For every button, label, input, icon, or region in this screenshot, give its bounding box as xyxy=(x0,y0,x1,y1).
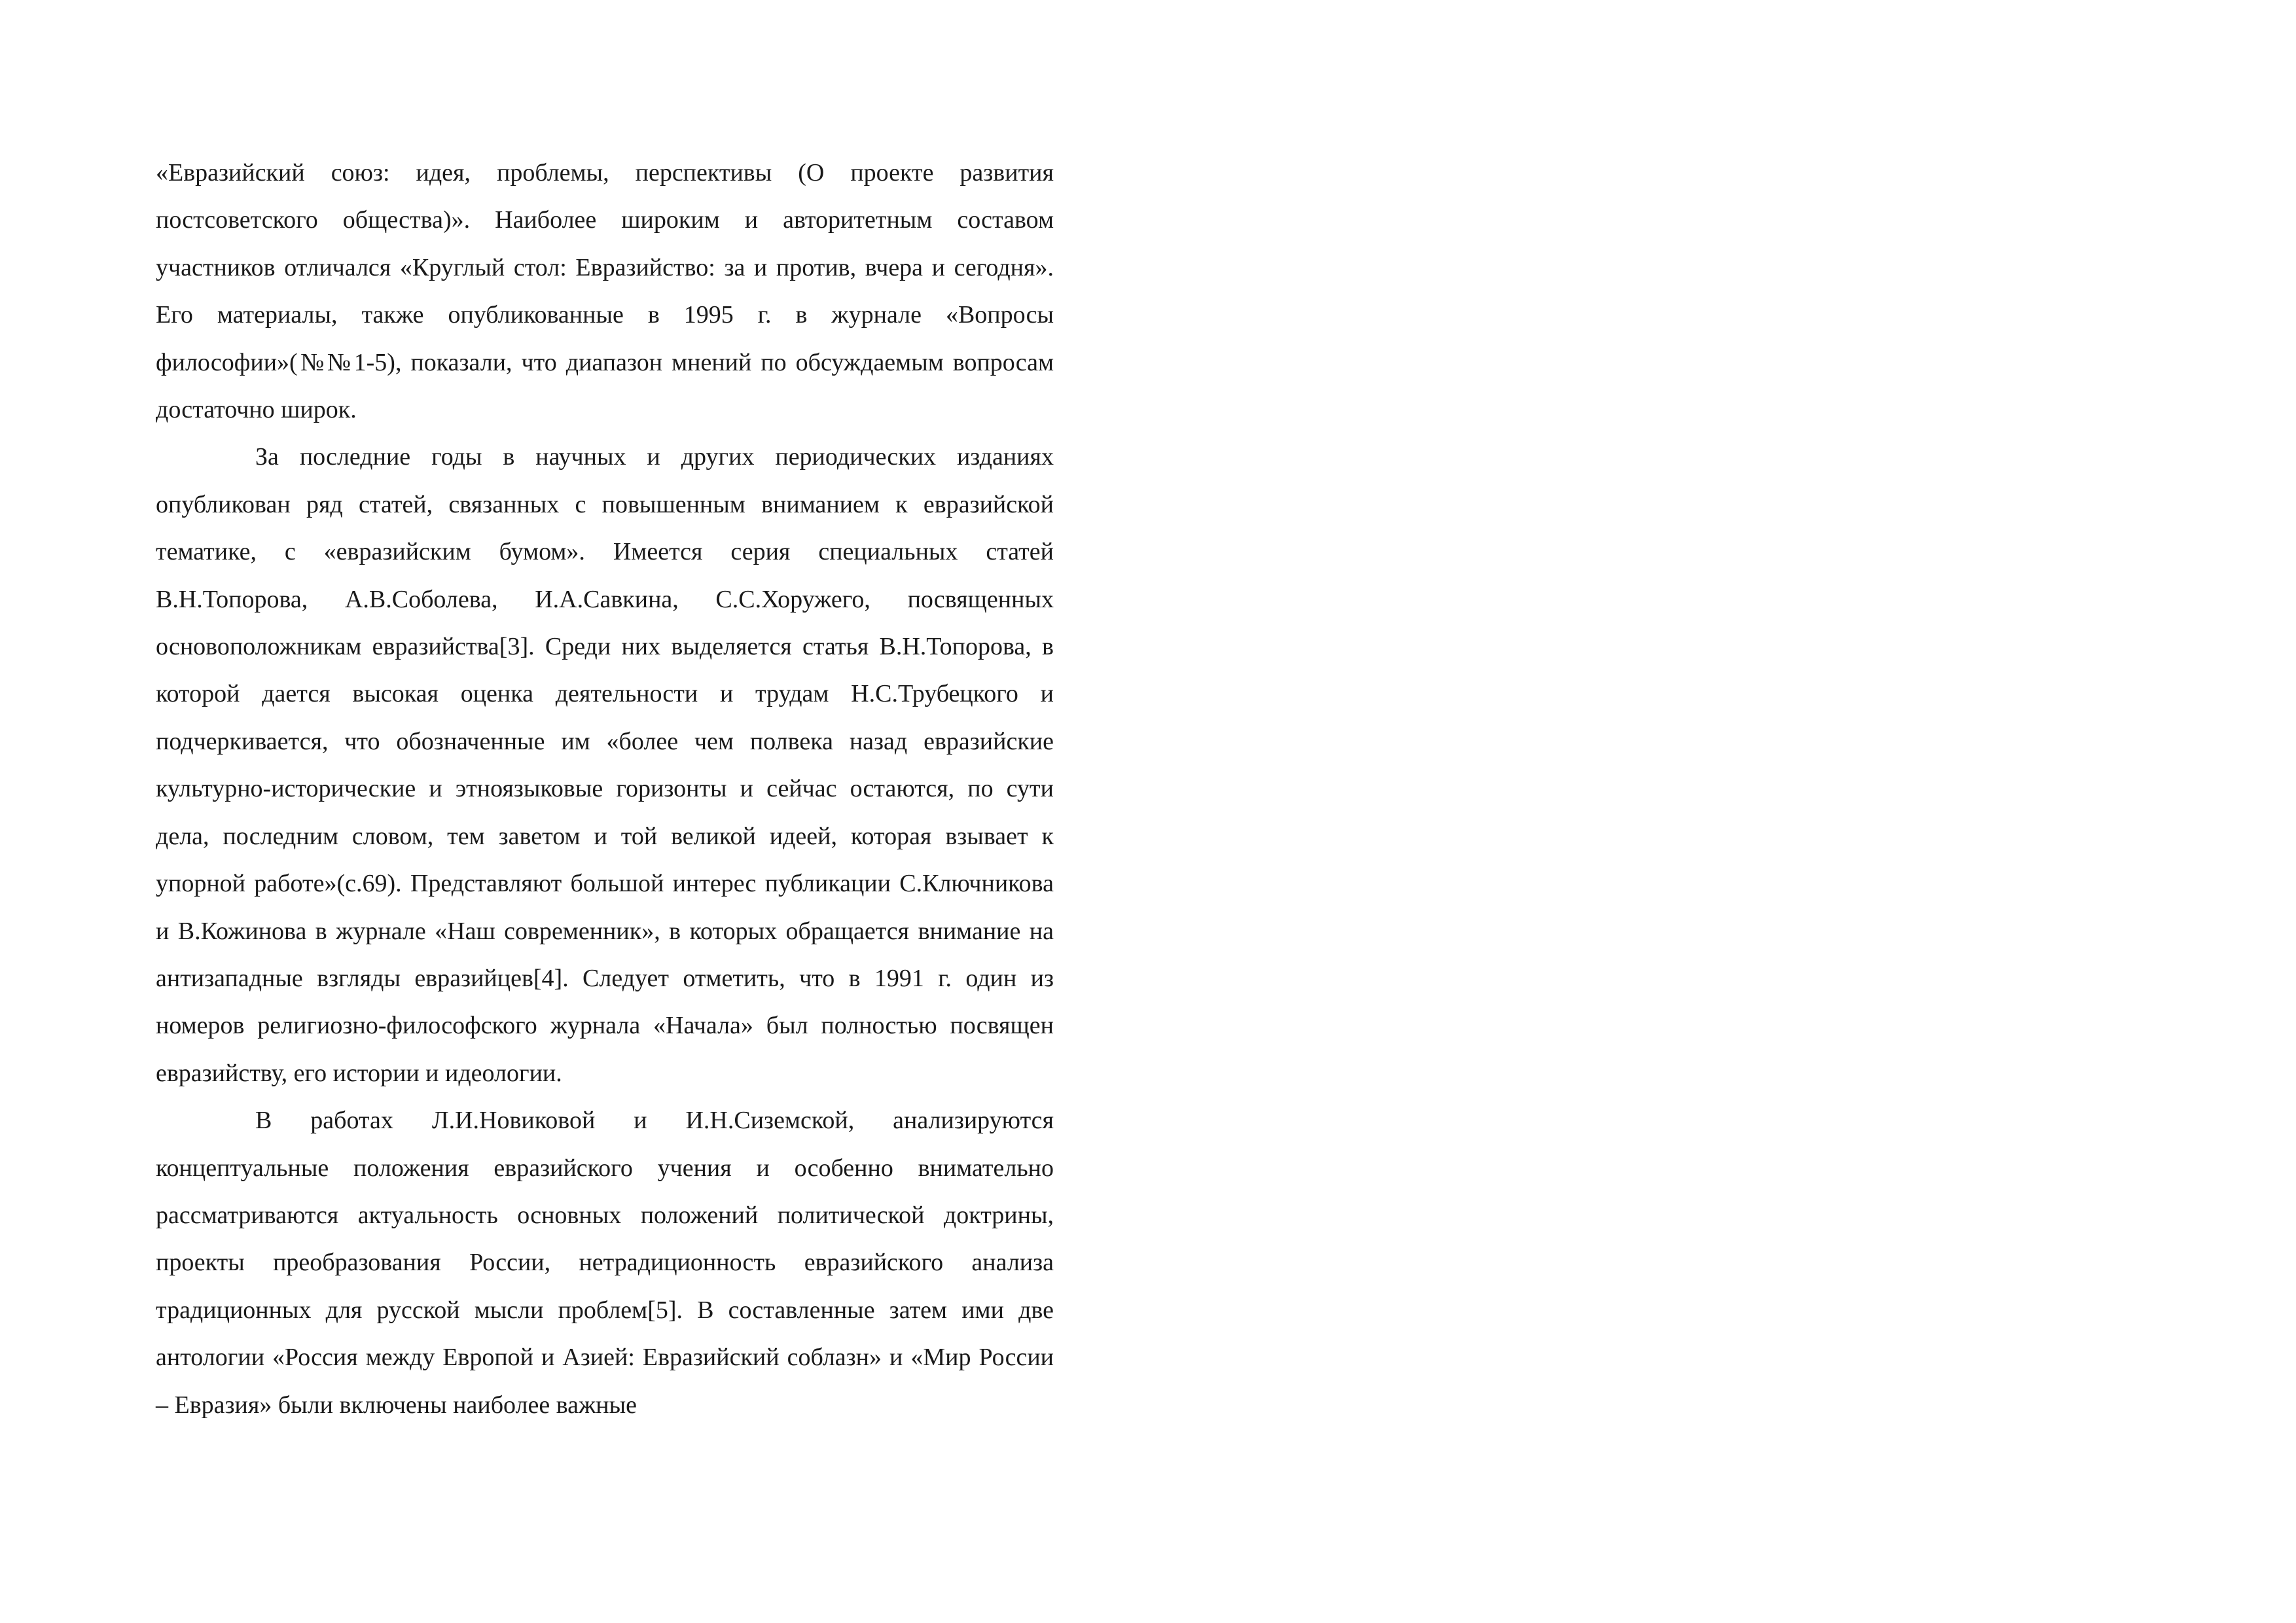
text-column xyxy=(156,149,1054,1429)
paragraph-2: За последние годы в научных и других периодических изданиях опубликован ряд статей, связанных с повышенным вниманием к евразийской тематике, с «евразийским бумом». Имеется серия специальных статей В.Н.Топорова, А.В.Соболева, И.А.Савкина, С.С.Хоружего, посвященных основоположникам евразийства[3]. Среди них выделяется статья В.Н.Топорова, в которой дается высокая оценка деятельности и трудам Н.С.Трубецкого и подчеркивается, что обозначенные им «более чем полвека назад евразийские культурно-исторические и этноязыковые горизонты и сейчас остаются, по сути дела, последним словом, тем заветом и той великой идеей, которая взывает к упорной работе»(с.69). Представляют большой интерес публикации С.Ключникова и В.Кожинова в журнале «Наш современник», в которых обращается внимание на антизападные взгляды евразийцев[4]. Следует отметить, что в 1991 г. один из номеров религиозно-философского журнала «Начала» был полностью посвящен евразийству, его истории и идеологии. xyxy=(156,443,1054,1087)
paragraph-1: «Евразийский союз: идея, проблемы, перспективы (О проекте развития постсоветского общества)». Наиболее широким и авторитетным составом участников отличался «Круглый стол: Евразийство: за и против, вчера и сегодня». Его материалы, также опубликованные в 1995 г. в журнале «Вопросы философии»(№№1-5), показали, что диапазон мнений по обсуждаемым вопросам достаточно широк. xyxy=(156,159,1054,424)
paragraph-3: В работах Л.И.Новиковой и И.Н.Сиземской, анализируются концептуальные положения евразийского учения и особенно внимательно рассматриваются актуальность основных положений политической доктрины, проекты преобразования России, нетрадиционность евразийского анализа традиционных для русской мысли проблем[5]. В составленные затем ими две антологии «Россия между Европой и Азией: Евразийский соблазн» и «Мир России – Евразия» были включены наиболее важные xyxy=(156,1107,1054,1419)
